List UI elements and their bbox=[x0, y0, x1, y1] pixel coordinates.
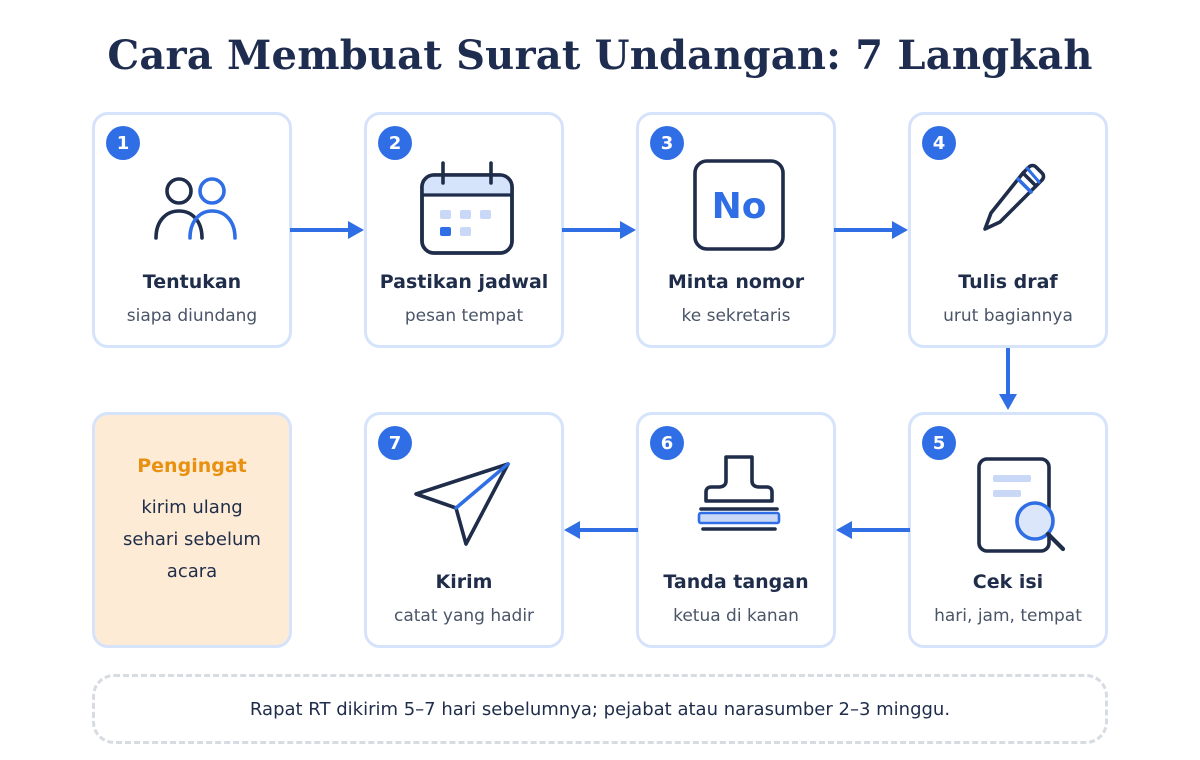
calendar-icon bbox=[407, 141, 527, 261]
step-subtitle: ketua di kanan bbox=[673, 606, 799, 626]
step-card-5 bbox=[908, 412, 1108, 648]
reminder-line: kirim ulang bbox=[141, 497, 243, 518]
reminder-title: Pengingat bbox=[137, 455, 247, 477]
reminder-line: acara bbox=[166, 561, 218, 582]
arrow-2-to-3 bbox=[562, 221, 636, 239]
step-subtitle: urut bagiannya bbox=[943, 306, 1073, 326]
step-number-badge: 7 bbox=[378, 426, 412, 460]
number-icon bbox=[679, 141, 799, 261]
arrow-6-to-7 bbox=[564, 521, 638, 539]
step-title: Kirim bbox=[435, 571, 493, 593]
step-subtitle: siapa diundang bbox=[126, 306, 258, 326]
step-subtitle: pesan tempat bbox=[404, 306, 524, 326]
step-card-6 bbox=[636, 412, 836, 648]
footnote: Rapat RT dikirim 5–7 hari sebelumnya; pejabat atau narasumber 2–3 minggu. bbox=[92, 674, 1108, 744]
people-icon bbox=[135, 141, 255, 261]
pen-icon bbox=[951, 141, 1071, 261]
step-number-badge: 2 bbox=[378, 126, 412, 160]
step-title: Pastikan jadwal bbox=[379, 271, 549, 293]
number-icon-text: No bbox=[711, 186, 767, 227]
arrow-4-to-5 bbox=[999, 348, 1017, 410]
send-icon-glyph bbox=[404, 438, 524, 558]
step-number-badge: 6 bbox=[650, 426, 684, 460]
document-search-icon bbox=[951, 441, 1071, 561]
step-subtitle: catat yang hadir bbox=[393, 606, 535, 626]
step-subtitle: hari, jam, tempat bbox=[934, 606, 1082, 626]
step-card-4 bbox=[908, 112, 1108, 348]
arrow-3-to-4 bbox=[834, 221, 908, 239]
step-card-2 bbox=[364, 112, 564, 348]
step-title: Minta nomor bbox=[667, 271, 805, 293]
arrow-1-to-2 bbox=[290, 221, 364, 239]
reminder-line: sehari sebelum bbox=[123, 529, 261, 550]
step-title: Tulis draf bbox=[958, 271, 1058, 293]
step-number-badge: 3 bbox=[650, 126, 684, 160]
step-card-3 bbox=[636, 112, 836, 348]
step-title: Cek isi bbox=[972, 571, 1044, 593]
stamp-icon bbox=[679, 441, 799, 561]
step-number-badge: 5 bbox=[922, 426, 956, 460]
reminder-card bbox=[92, 412, 292, 648]
step-title: Tentukan bbox=[142, 271, 242, 293]
arrow-5-to-6 bbox=[836, 521, 910, 539]
step-subtitle: ke sekretaris bbox=[681, 306, 791, 326]
step-number-badge: 4 bbox=[922, 126, 956, 160]
page-title: Cara Membuat Surat Undangan: 7 Langkah bbox=[107, 32, 1093, 79]
step-number-badge: 1 bbox=[106, 126, 140, 160]
step-title: Tanda tangan bbox=[663, 571, 809, 593]
step-card-1 bbox=[92, 112, 292, 348]
